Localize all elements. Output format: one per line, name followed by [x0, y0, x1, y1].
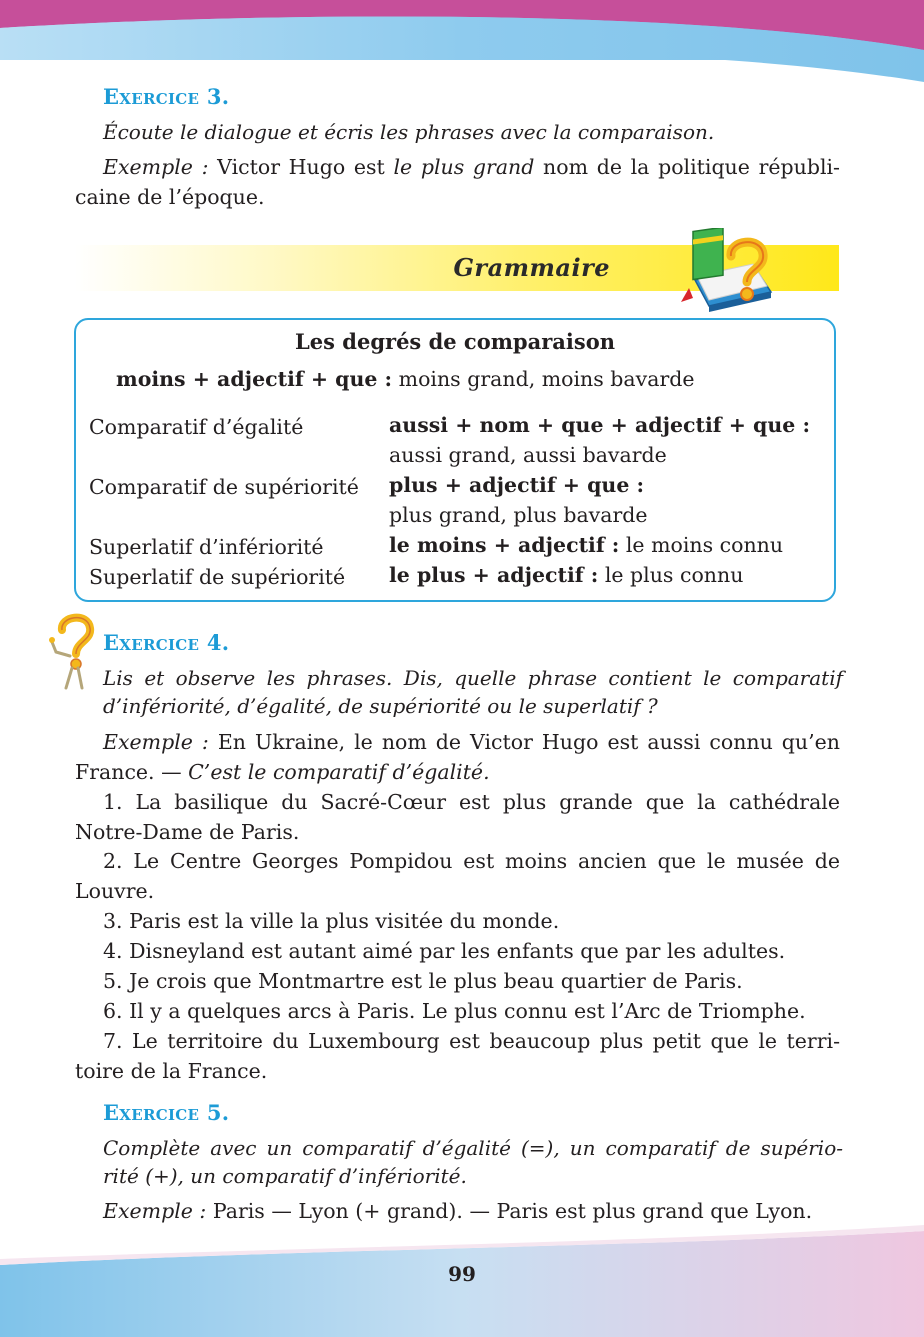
exercise-3-instruction: Écoute le dialogue et écris les phrases avec la comparaison.	[103, 120, 715, 144]
top-decorative-band	[0, 0, 924, 90]
row-examples-superiority: plus grand, plus bavarde	[389, 503, 648, 527]
row-label-equality: Comparatif d’égalité	[89, 415, 304, 439]
list-item: 4. Disneyland est autant aimé par les enfants que par les adultes.	[103, 939, 786, 963]
row-examples-equality: aussi grand, aussi bavarde	[389, 443, 667, 467]
row-label-superiority: Comparatif de supériorité	[89, 475, 359, 499]
example-text: Victor Hugo est	[208, 155, 394, 179]
exercise-4-instruction-line-1: Lis et observe les phrases. Dis, quelle phrase contient le comparatif	[103, 666, 843, 690]
exercise-3-title: Exercice 3.	[103, 84, 230, 109]
example-label: Exemple :	[103, 155, 209, 179]
list-item: 1. La basilique du Sacré-Cœur est plus grande que la cathédrale Notre-Dame de Paris.	[75, 790, 840, 844]
rule-examples: le moins connu	[619, 533, 784, 557]
list-item: 5. Je crois que Montmartre est le plus beau quartier de Paris.	[103, 969, 743, 993]
exercise-5-example	[103, 1196, 843, 1226]
example-label: Exemple :	[103, 1199, 207, 1223]
example-emphasis: le plus grand	[393, 155, 535, 179]
grammar-banner-title: Grammaire	[453, 253, 610, 282]
book-question-icon	[675, 228, 775, 320]
row-rule-superlative-superiority	[389, 560, 743, 590]
example-text: Paris — Lyon (+ grand). — Paris est plus grand que Lyon.	[206, 1199, 813, 1223]
example-label: Exemple :	[103, 730, 209, 754]
row-label-superlative-superiority: Superlatif de supériorité	[89, 565, 346, 589]
row-rule-superlative-inferiority	[389, 530, 783, 560]
page-number: 99	[448, 1262, 476, 1286]
exercise-3-example	[75, 152, 840, 212]
rule-examples: le plus connu	[598, 563, 744, 587]
rule-text: le plus + adjectif :	[389, 563, 599, 587]
exercise-5-title: Exercice 5.	[103, 1100, 230, 1125]
exercise-5-instruction-line-2: rité (+), un comparatif d’infériorité.	[103, 1164, 467, 1188]
inferiority-rule-line	[116, 364, 695, 394]
row-rule-superiority: plus + adjectif + que :	[389, 473, 645, 497]
list-item: 2. Le Centre Georges Pompidou est moins ancien que le musée de Louvre.	[75, 849, 840, 903]
exercise-4-instruction-line-2: d’infériorité, d’égalité, de supériorité ou le superlatif ?	[103, 694, 658, 718]
exercise-4-title: Exercice 4.	[103, 630, 230, 655]
example-text: nom de la politique républi-caine de l’époque.	[75, 155, 840, 209]
list-item: 6. Il y a quelques arcs à Paris. Le plus connu est l’Arc de Triomphe.	[103, 999, 806, 1023]
list-item: 7. Le territoire du Luxembourg est beaucoup plus petit que le terri-toire de la France.	[75, 1029, 840, 1083]
exercise-5-instruction-line-1: Complète avec un comparatif d’égalité (=), un comparatif de supério-	[103, 1136, 843, 1160]
list-item: 3. Paris est la ville la plus visitée du monde.	[103, 909, 560, 933]
inferiority-examples: moins grand, moins bavarde	[392, 367, 695, 391]
row-rule-equality: aussi + nom + que + adjectif + que :	[389, 413, 811, 437]
row-label-superlative-inferiority: Superlatif d’infériorité	[89, 535, 324, 559]
rule-text: le moins + adjectif :	[389, 533, 620, 557]
example-text: En Ukraine, le nom de Victor Hugo est aussi connu qu’en France. —	[75, 730, 840, 784]
example-answer: C’est le comparatif d’égalité.	[188, 760, 490, 784]
grammar-box-title: Les degrés de comparaison	[295, 329, 615, 354]
question-figure-icon	[48, 612, 100, 692]
exercise-4-example	[75, 727, 840, 787]
inferiority-rule: moins + adjectif + que :	[116, 367, 393, 391]
